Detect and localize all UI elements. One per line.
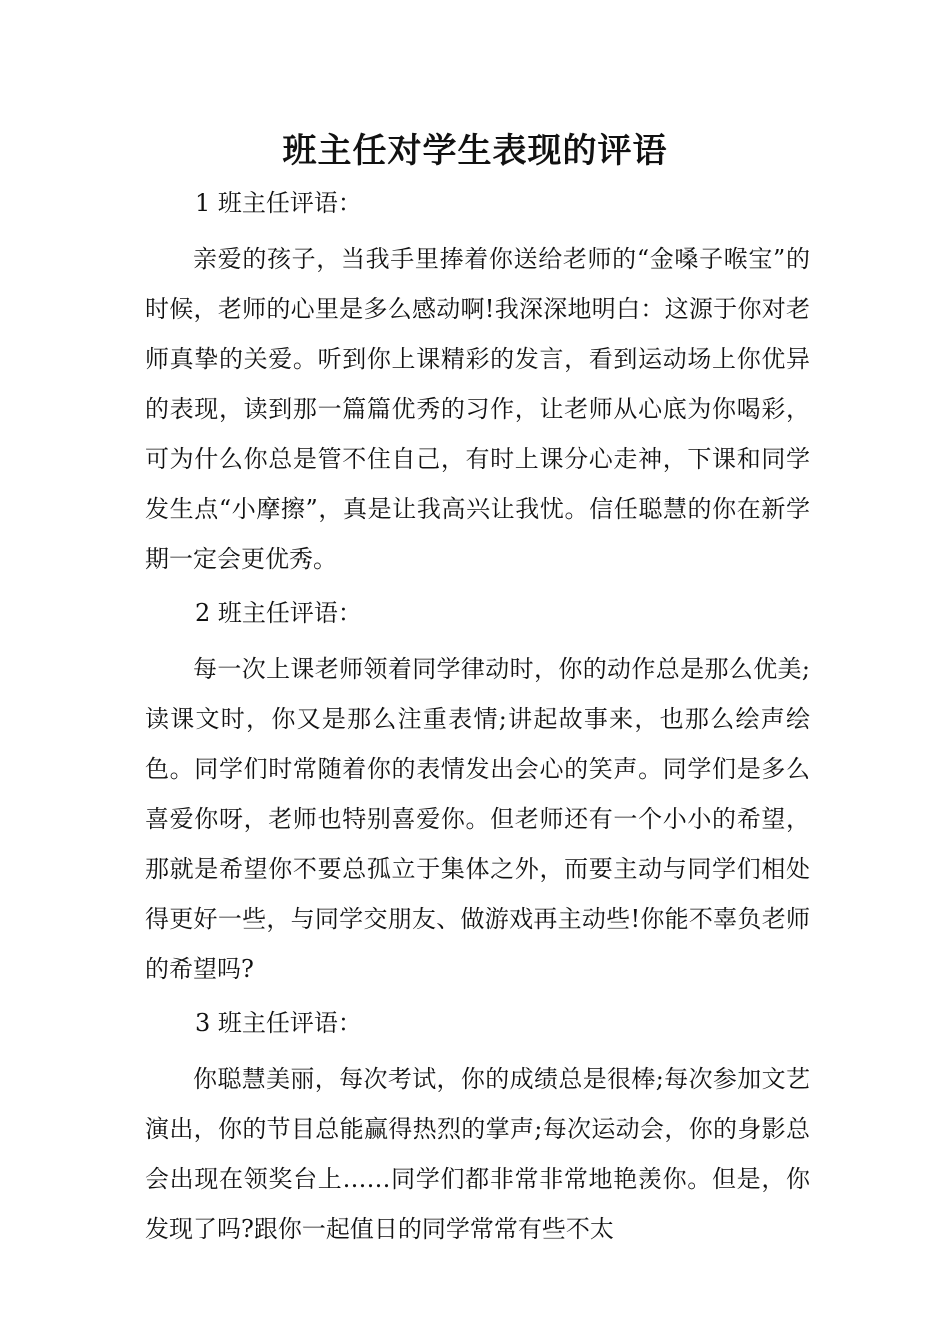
comment-section-2 [145, 590, 810, 1000]
section-heading: 3 班主任评语： [195, 1009, 362, 1037]
document-title: 班主任对学生表现的评语 [282, 131, 668, 171]
section-heading: 1 班主任评语： [195, 189, 362, 217]
section-paragraph: 你聪慧美丽，每次考试，你的成绩总是很棒;每次参加文艺演出，你的节目总能赢得热烈的掌声;每次运动会，你的身影总会出现在领奖台上……同学们都非常非常地艳羡你。但是，你发现了吗?跟你一起值日的同学常常有些不太 [145, 1065, 810, 1243]
document-body [145, 180, 810, 1254]
section-paragraph: 亲爱的孩子，当我手里捧着你送给老师的“金嗓子喉宝”的时候，老师的心里是多么感动啊!我深深地明白：这源于你对老师真挚的关爱。听到你上课精彩的发言，看到运动场上你优异的表现，读到那一篇篇优秀的习作，让老师从心底为你喝彩，可为什么你总是管不住自己，有时上课分心走神，下课和同学发生点“小摩擦”，真是让我高兴让我忧。信任聪慧的你在新学期一定会更优秀。 [145, 245, 810, 573]
section-paragraph: 每一次上课老师领着同学律动时，你的动作总是那么优美;读课文时，你又是那么注重表情;讲起故事来，也那么绘声绘色。同学们时常随着你的表情发出会心的笑声。同学们是多么喜爱你呀，老师也特别喜爱你。但老师还有一个小小的希望，那就是希望你不要总孤立于集体之外，而要主动与同学们相处得更好一些，与同学交朋友、做游戏再主动些!你能不辜负老师的希望吗? [145, 655, 810, 983]
section-heading: 2 班主任评语： [195, 599, 362, 627]
comment-section-3 [145, 1000, 810, 1254]
comment-section-1 [145, 180, 810, 590]
